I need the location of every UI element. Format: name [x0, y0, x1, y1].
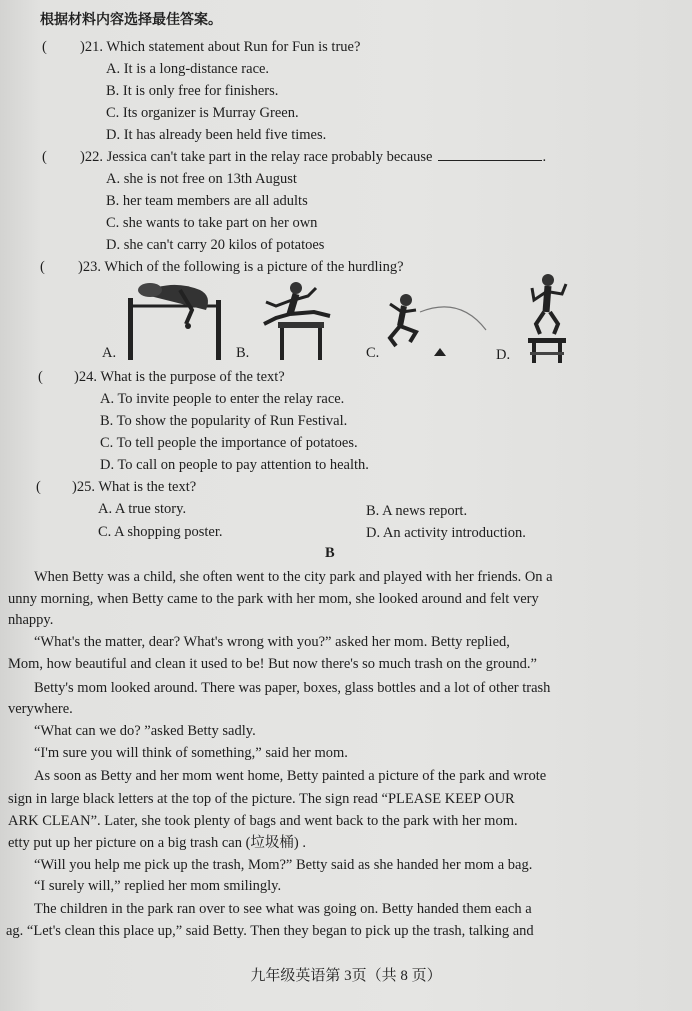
passage-line: Betty's mom looked around. There was paper, boxes, glass bottles and a lot of other trash — [34, 680, 551, 696]
q21-option-d: D. It has already been held five times. — [106, 127, 327, 143]
long-jump-picture — [380, 290, 496, 360]
q24-option-a: A. To invite people to enter the relay race. — [100, 391, 345, 407]
answer-blank — [438, 148, 542, 161]
q24-option-d: D. To call on people to pay attention to health. — [100, 457, 369, 473]
passage-line: Mom, how beautiful and clean it used to be! But now there's so much trash on the ground.” — [8, 656, 537, 672]
q22-stem — [80, 148, 546, 166]
q24-option-c: C. To tell people the importance of potatoes. — [100, 435, 358, 451]
q22-option-a: A. she is not free on 13th August — [106, 171, 297, 187]
q25-option-a: A. A true story. — [98, 501, 187, 517]
q23-stem: )23. Which of the following is a picture of the hurdling? — [78, 259, 404, 275]
instruction: 根据材料内容选择最佳答案。 — [40, 13, 222, 28]
q25-option-b: B. A news report. — [366, 503, 468, 519]
passage-line: “I surely will,” replied her mom smilingly. — [34, 878, 282, 894]
passage-line: unny morning, when Betty came to the park with her mom, she looked around and felt very — [8, 591, 539, 607]
q25-stem: )25. What is the text? — [72, 479, 197, 495]
picture-label-a: A. — [102, 345, 117, 361]
passage-line: The children in the park ran over to see what was going on. Betty handed them each a — [34, 901, 532, 917]
passage-line: “What's the matter, dear? What's wrong with you?” asked her mom. Betty replied, — [34, 634, 510, 650]
q24-option-b: B. To show the popularity of Run Festival. — [100, 413, 348, 429]
passage-line: When Betty was a child, she often went to the city park and played with her friends. On a — [34, 569, 553, 585]
q22-option-b: B. her team members are all adults — [106, 193, 308, 209]
q22-stem-text: )22. Jessica can't take part in the relay race probably because — [80, 149, 433, 165]
passage-line: ag. “Let's clean this place up,” said Betty. Then they began to pick up the trash, talking and — [6, 923, 534, 939]
q22-option-d: D. she can't carry 20 kilos of potatoes — [106, 237, 325, 253]
hurdling-picture — [250, 278, 340, 364]
box-jump-picture — [522, 272, 572, 368]
q21-stem: )21. Which statement about Run for Fun is true? — [80, 39, 361, 55]
passage-line: nhappy. — [8, 612, 54, 628]
high-jump-picture — [120, 276, 230, 366]
passage-line: sign in large black letters at the top of the picture. The sign read “PLEASE KEEP OUR — [8, 791, 515, 807]
q22-stem-end: . — [542, 149, 547, 165]
passage-line: verywhere. — [8, 701, 73, 717]
passage-line: ARK CLEAN”. Later, she took plenty of bags and went back to the park with her mom. — [8, 813, 518, 829]
q22-option-c: C. she wants to take part on her own — [106, 215, 318, 231]
picture-label-d: D. — [496, 347, 511, 363]
q25-option-c: C. A shopping poster. — [98, 524, 223, 540]
q24-paren: ( — [38, 369, 43, 385]
passage-line: “What can we do? ”asked Betty sadly. — [34, 723, 256, 739]
passage-line: “I'm sure you will think of something,” said her mom. — [34, 745, 348, 761]
q21-option-c: C. Its organizer is Murray Green. — [106, 105, 299, 121]
q21-paren: ( — [42, 39, 47, 55]
q23-paren: ( — [40, 259, 45, 275]
section-b-heading: B — [325, 545, 335, 561]
page-footer: 九年级英语第 3页（共 8 页） — [250, 968, 442, 984]
passage-line: As soon as Betty and her mom went home, Betty painted a picture of the park and wrote — [34, 768, 547, 784]
q22-paren: ( — [42, 149, 47, 165]
picture-label-b: B. — [236, 345, 250, 361]
passage-line: “Will you help me pick up the trash, Mom?” Betty said as she handed her mom a bag. — [34, 857, 533, 873]
q21-option-a: A. It is a long-distance race. — [106, 61, 270, 77]
picture-label-c: C. — [366, 345, 380, 361]
q25-paren: ( — [36, 479, 41, 495]
q24-stem: )24. What is the purpose of the text? — [74, 369, 285, 385]
q21-option-b: B. It is only free for finishers. — [106, 83, 279, 99]
q25-option-d: D. An activity introduction. — [366, 525, 526, 541]
passage-line: etty put up her picture on a big trash can (垃圾桶) . — [8, 835, 306, 851]
